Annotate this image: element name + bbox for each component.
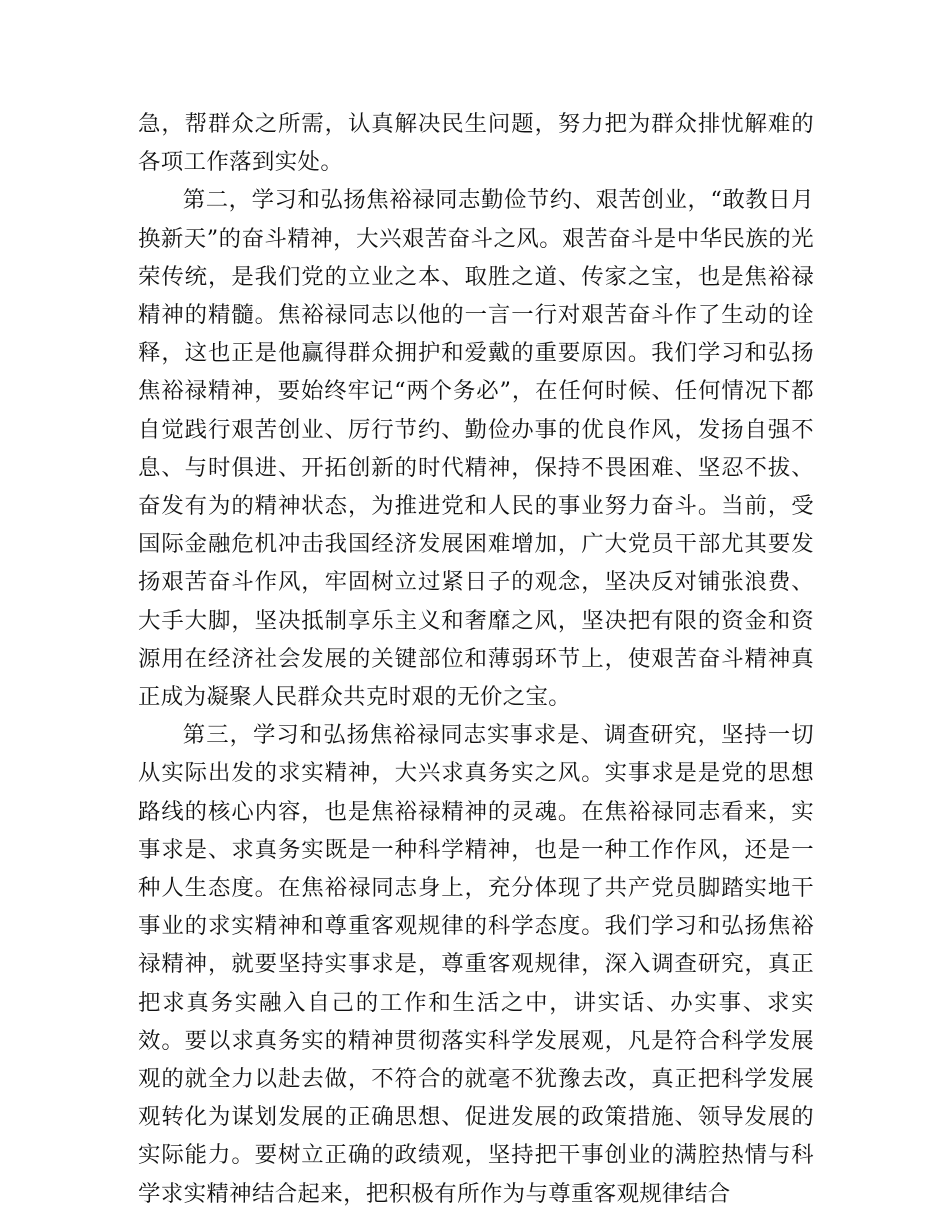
paragraph-continuation: 急，帮群众之所需，认真解决民生问题，努力把为群众排忧解难的各项工作落到实处。 (138, 111, 814, 176)
paragraph-hard-work-spirit: 第二，学习和弘扬焦裕禄同志勤俭节约、艰苦创业，“敢教日月换新天”的奋斗精神，大兴艰苦奋斗之风。艰苦奋斗是中华民族的光荣传统，是我们党的立业之本、取胜之道、传家之宝，也是焦裕禄精神的精髓。焦裕禄同志以他的一言一行对艰苦奋斗作了生动的诠释，这也正是他赢得群众拥护和爱戴的重要原因。我们学习和弘扬焦裕禄精神，要始终牢记“两个务必”，在任何时候、任何情况下都自觉践行艰苦创业、厉行节约、勤俭办事的优良作风，发扬自强不息、与时俱进、开拓创新的时代精神，保持不畏困难、坚忍不拔、奋发有为的精神状态，为推进党和人民的事业努力奋斗。当前，受国际金融危机冲击我国经济发展困难增加，广大党员干部尤其要发扬艰苦奋斗作风，牢固树立过紧日子的观念，坚决反对铺张浪费、大手大脚，坚决抵制享乐主义和奢靡之风，坚决把有限的资金和资源用在经济社会发展的关键部位和薄弱环节上，使艰苦奋斗精神真正成为凝聚人民群众共克时艰的无价之宝。 (138, 187, 814, 711)
document-page (138, 105, 814, 1213)
paragraph-truth-seeking-spirit: 第三，学习和弘扬焦裕禄同志实事求是、调查研究，坚持一切从实际出发的求实精神，大兴求真务实之风。实事求是是党的思想路线的核心内容，也是焦裕禄精神的灵魂。在焦裕禄同志看来，实事求是、求真务实既是一种科学精神，也是一种工作作风，还是一种人生态度。在焦裕禄同志身上，充分体现了共产党员脚踏实地干事业的求实精神和尊重客观规律的科学态度。我们学习和弘扬焦裕禄精神，就要坚持实事求是，尊重客观规律，深入调查研究，真正把求真务实融入自己的工作和生活之中，讲实话、办实事、求实效。要以求真务实的精神贯彻落实科学发展观，凡是符合科学发展观的就全力以赴去做，不符合的就毫不犹豫去改，真正把科学发展观转化为谋划发展的正确思想、促进发展的政策措施、领导发展的实际能力。要树立正确的政绩观，坚持把干事创业的满腔热情与科学求实精神结合起来，把积极有所作为与尊重客观规律结合 (138, 722, 814, 1207)
